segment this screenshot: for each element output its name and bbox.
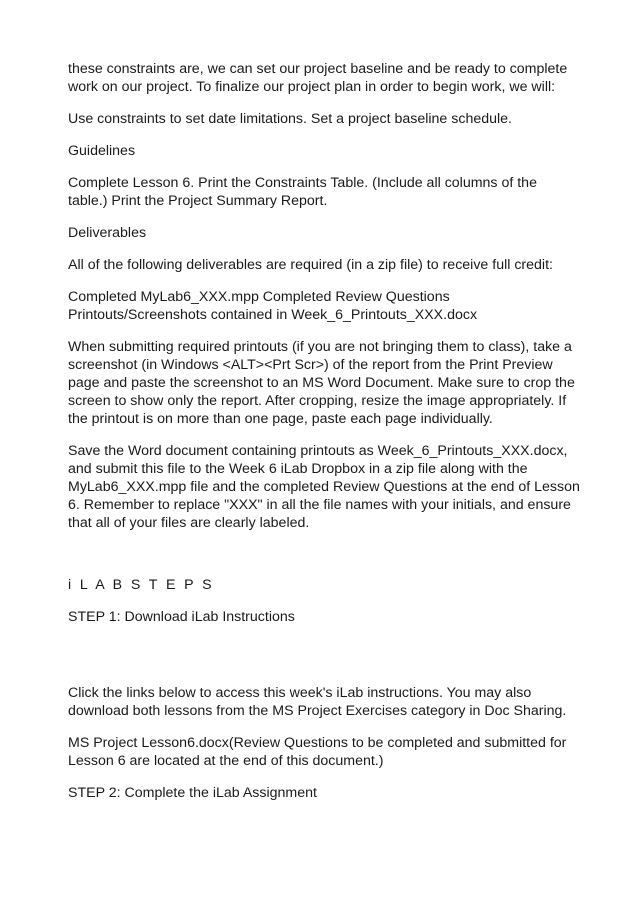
text-line: work on our project. To finalize our project plan in order to begin work, we will: [68,79,556,95]
text-line: Complete Lesson 6. Print the Constraints Table. (Include all columns of the [68,175,537,191]
lesson-file-paragraph [68,734,598,770]
text-line: 6. Remember to replace "XXX" in all the file names with your initials, and ensure [68,497,571,513]
step1-heading [68,608,598,626]
ilab-steps-heading [68,576,598,594]
deliverables-list [68,288,598,324]
deliverables-intro [68,256,598,274]
step-text: STEP 2: Complete the iLab Assignment [68,785,317,801]
text-line: the printout is on more than one page, paste each page individually. [68,411,493,427]
text-line: and submit this file to the Week 6 iLab Dropbox in a zip file along with the [68,461,528,477]
links-paragraph [68,684,598,720]
text-line: All of the following deliverables are required (in a zip file) to receive full credit: [68,257,553,273]
step2-heading [68,784,598,802]
guidelines-paragraph [68,174,598,210]
text-line: Click the links below to access this week's iLab instructions. You may also [68,685,532,701]
deliverables-heading [68,224,598,242]
text-line: Lesson 6 are located at the end of this document.) [68,753,384,769]
text-line: that all of your files are clearly labeled. [68,515,310,531]
tasks-paragraph [68,110,598,128]
submitting-paragraph [68,338,598,428]
save-paragraph [68,442,598,532]
text-line: When submitting required printouts (if you are not bringing them to class), take a [68,339,572,355]
text-line: screen to show only the report. After cropping, resize the image appropriately. If [68,393,567,409]
text-line: table.) Print the Project Summary Report. [68,193,328,209]
text-line: page and paste the screenshot to an MS Word Document. Make sure to crop the [68,375,575,391]
text-line: download both lessons from the MS Project Exercises category in Doc Sharing. [68,703,567,719]
text-line: screenshot (in Windows <ALT><Prt Scr>) of the report from the Print Preview [68,357,553,373]
text-line: MS Project Lesson6.docx(Review Questions to be completed and submitted for [68,735,567,751]
guidelines-heading [68,142,598,160]
text-line: Completed MyLab6_XXX.mpp Completed Review Questions [68,289,450,305]
text-line: Printouts/Screenshots contained in Week_6_Printouts_XXX.docx [68,307,478,323]
text-line: Save the Word document containing printouts as Week_6_Printouts_XXX.docx, [68,443,568,459]
intro-paragraph [68,60,598,96]
spacer [68,640,598,684]
text-line: Use constraints to set date limitations. Set a project baseline schedule. [68,111,512,127]
text-line: these constraints are, we can set our project baseline and be ready to complete [68,61,568,77]
step-text: STEP 1: Download iLab Instructions [68,609,295,625]
heading-text: i L A B S T E P S [68,577,214,593]
heading-text: Deliverables [68,225,147,241]
text-line: MyLab6_XXX.mpp file and the completed Review Questions at the end of Lesson [68,479,580,495]
document-page [68,60,598,816]
spacer [68,546,598,576]
heading-text: Guidelines [68,143,136,159]
